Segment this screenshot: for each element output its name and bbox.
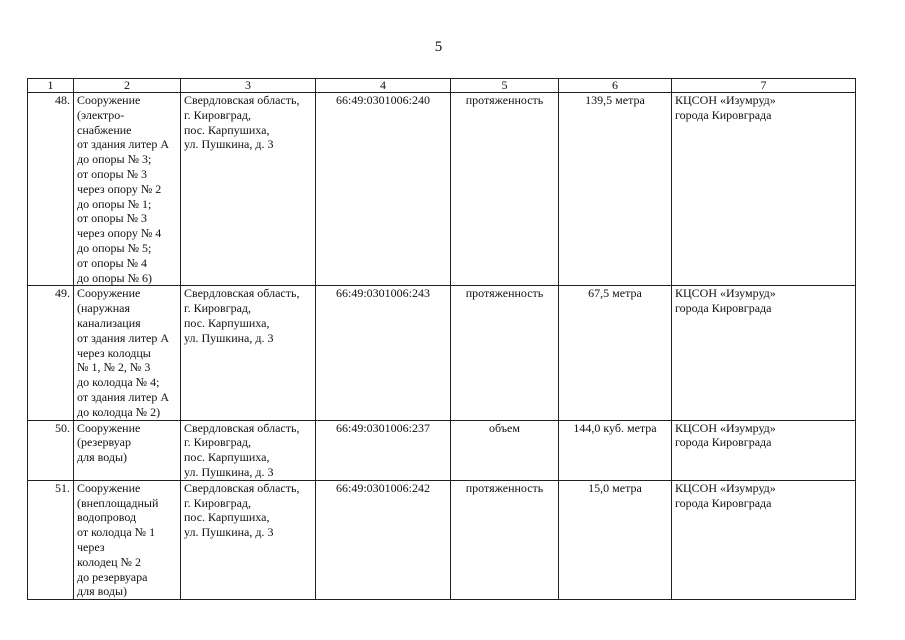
object-name: Сооружение (наружная канализация от здания литер А через колодцы № 1, № 2, № 3 до колодца № 4; от здания литер А до колодца № 2): [77, 286, 170, 419]
table-row: [28, 420, 856, 480]
table-row: [28, 480, 856, 599]
measure-type: объем: [451, 420, 559, 480]
table-row: [28, 93, 856, 286]
cadastral-number: 66:49:0301006:242: [316, 480, 451, 599]
cadastral-number: 66:49:0301006:243: [316, 286, 451, 420]
column-header: 6: [559, 79, 672, 93]
column-number-row: [28, 79, 856, 93]
row-number: 48.: [28, 93, 74, 286]
measure-type: протяженность: [451, 93, 559, 286]
object-address: Свердловская область, г. Кировград, пос. Карпушиха, ул. Пушкина, д. 3: [184, 420, 300, 479]
owner-organization: КЦСОН «Изумруд» города Кировграда: [675, 286, 776, 316]
property-registry-table: [27, 78, 856, 600]
cadastral-number: 66:49:0301006:237: [316, 420, 451, 480]
object-address: Свердловская область, г. Кировград, пос. Карпушиха, ул. Пушкина, д. 3: [184, 286, 300, 345]
measure-value: 144,0 куб. метра: [559, 420, 672, 480]
owner-organization: КЦСОН «Изумруд» города Кировграда: [675, 480, 776, 510]
cadastral-number: 66:49:0301006:240: [316, 93, 451, 286]
measure-type: протяженность: [451, 480, 559, 599]
owner-organization: КЦСОН «Изумруд» города Кировграда: [675, 93, 776, 122]
row-number: 50.: [28, 420, 74, 480]
measure-value: 15,0 метра: [559, 480, 672, 599]
object-address: Свердловская область, г. Кировград, пос. Карпушиха, ул. Пушкина, д. 3: [184, 93, 300, 152]
object-name: Сооружение (электро- снабжение от здания литер А до опоры № 3; от опоры № 3 через опору № 2 до опоры № 1; от опоры № 3 через опору № 4 до опоры № 5; от опоры № 4 до опоры № 6): [77, 93, 170, 285]
column-header: 3: [181, 79, 316, 93]
object-name: Сооружение (резервуар для воды): [77, 420, 141, 465]
column-header: 7: [672, 79, 856, 93]
column-header: 1: [28, 79, 74, 93]
object-name: Сооружение (внеплощадный водопровод от колодца № 1 через колодец № 2 до резервуара для воды): [77, 480, 159, 599]
row-number: 49.: [28, 286, 74, 420]
owner-organization: КЦСОН «Изумруд» города Кировграда: [675, 420, 776, 450]
measure-value: 67,5 метра: [559, 286, 672, 420]
page-number: 5: [434, 39, 443, 55]
object-address: Свердловская область, г. Кировград, пос. Карпушиха, ул. Пушкина, д. 3: [184, 480, 300, 540]
column-header: 5: [451, 79, 559, 93]
column-header: 2: [74, 79, 181, 93]
table-row: [28, 286, 856, 420]
row-number: 51.: [28, 480, 74, 599]
column-header: 4: [316, 79, 451, 93]
measure-type: протяженность: [451, 286, 559, 420]
measure-value: 139,5 метра: [559, 93, 672, 286]
